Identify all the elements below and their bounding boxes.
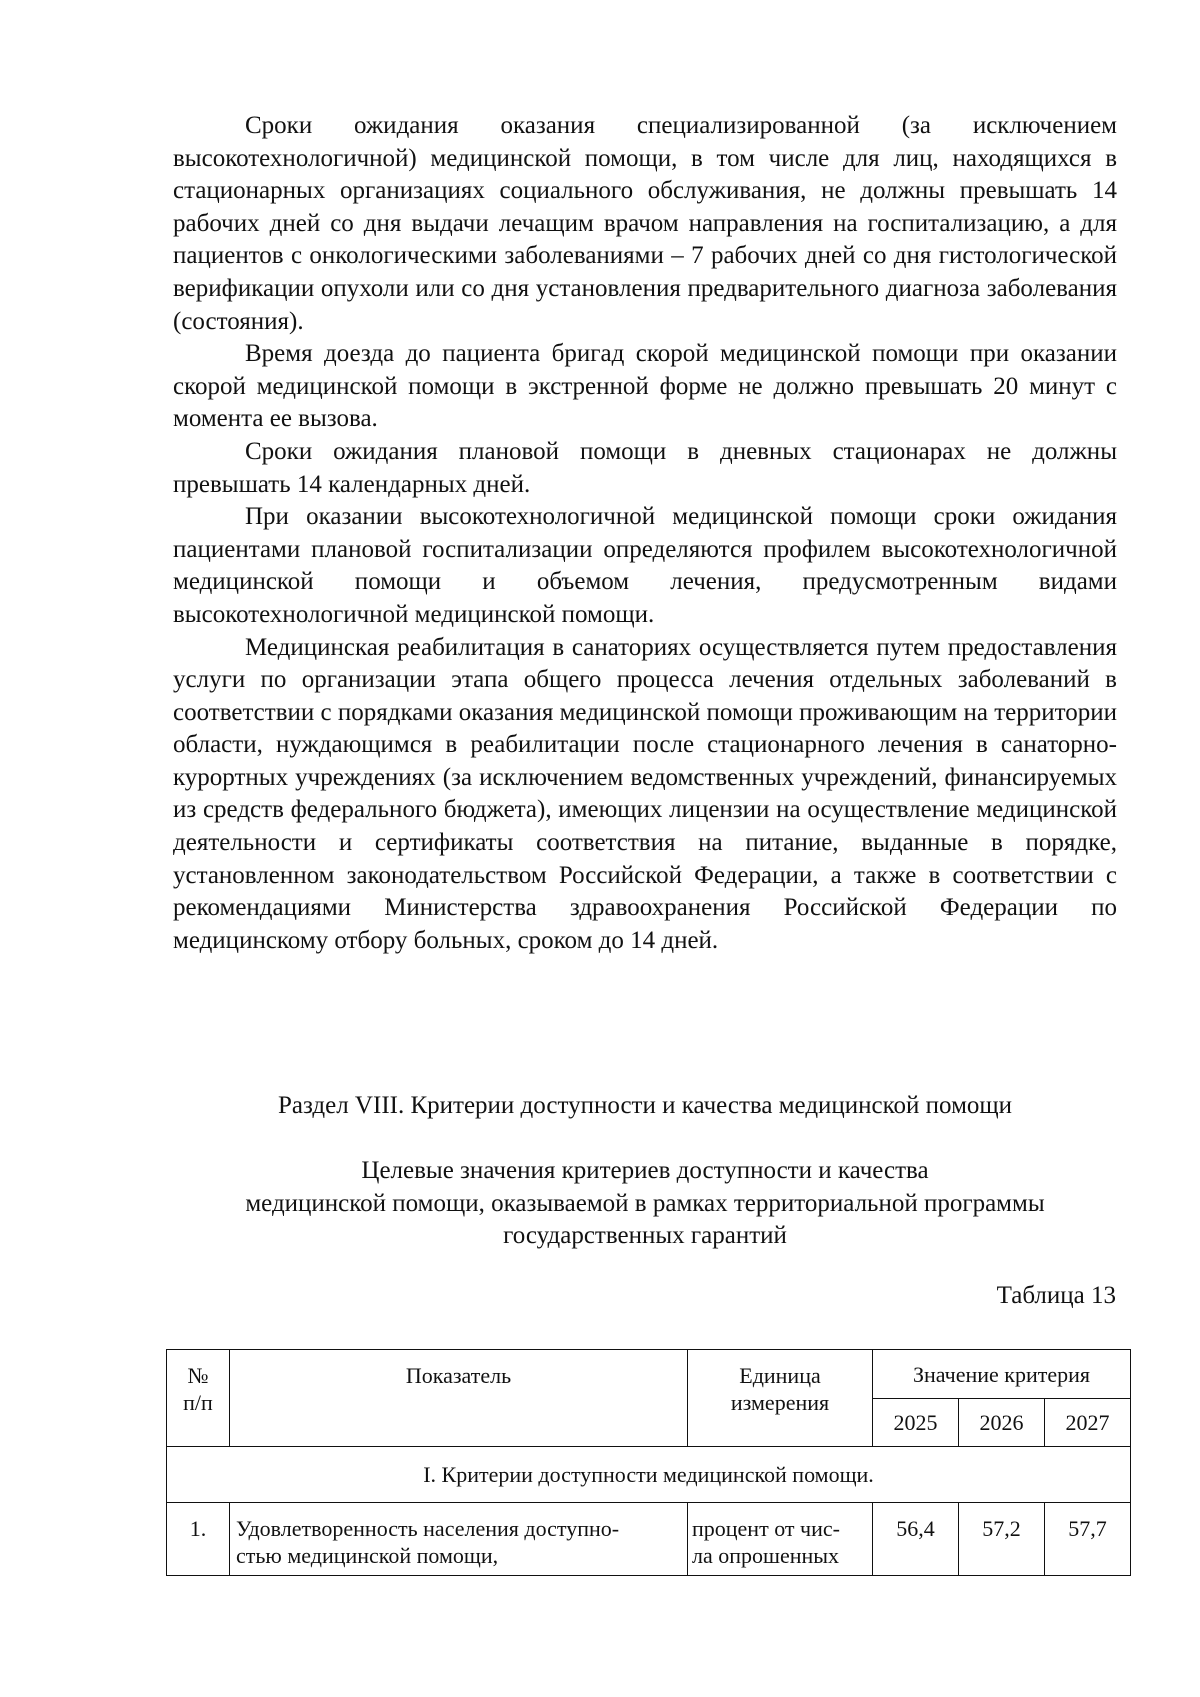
row-unit [688, 1503, 873, 1576]
row-unit-line: ла опрошенных [692, 1543, 840, 1568]
row-number: 1. [167, 1503, 230, 1576]
header-unit [688, 1350, 873, 1447]
row-value-2026: 57,2 [959, 1503, 1045, 1576]
table-section-title: I. Критерии доступности медицинской помощи. [167, 1447, 1131, 1503]
header-unit-line: Единица [739, 1363, 821, 1388]
header-indicator: Показатель [230, 1350, 688, 1447]
paragraph-high-tech: При оказании высокотехнологичной медицинской помощи сроки ожидания пациентами плановой госпитализации определяются профилем высокотехнологичной медицинской помощи и объемом лечения, предусмотренным видами высокотехнологичной медицинской помощи. [173, 503, 1117, 628]
header-year: 2025 [873, 1399, 959, 1447]
paragraph-rehabilitation: Медицинская реабилитация в санаториях осуществляется путем предоставления услуги по организации этапа общего процесса лечения отдельных заболеваний в соответствии с порядками оказания медицинской помощи проживающим на территории области, нуждающимся в реабилитации после стационарного лечения в санаторно-курортных учреждениях (за исключением ведомственных учреждений, финансируемых из средств федерального бюджета), имеющих лицензии на осуществление медицинской деятельности и сертификаты соответствия на питание, выданные в порядке, установленном законодательством Российской Федерации, а также в соответствии с рекомендациями Министерства здравоохранения Российской Федерации по медицинскому отбору больных, сроком до 14 дней. [173, 633, 1117, 954]
paragraph-ambulance-arrival: Время доезда до пациента бригад скорой медицинской помощи при оказании скорой медицинской помощи в экстренной форме не должно превышать 20 минут с момента ее вызова. [173, 340, 1117, 433]
row-indicator-line: Удовлетворенность населения доступно- [236, 1516, 620, 1541]
table-heading-line: Целевые значения критериев доступности и качества [361, 1157, 929, 1184]
header-year: 2027 [1045, 1399, 1131, 1447]
criteria-table [166, 1349, 1131, 1576]
row-unit-line: процент от чис- [692, 1516, 840, 1541]
row-value-2027: 57,7 [1045, 1503, 1131, 1576]
table-number-label: Таблица 13 [996, 1282, 1116, 1309]
table-heading [173, 1155, 1117, 1253]
header-number-line: № [187, 1363, 209, 1388]
row-indicator-line: стью медицинской помощи, [236, 1543, 499, 1568]
section-title: Раздел VIII. Критерии доступности и качества медицинской помощи [277, 1092, 1013, 1119]
table-row [167, 1503, 1131, 1576]
table-header-row [167, 1350, 1131, 1399]
table-section-row [167, 1447, 1131, 1503]
header-number-line: п/п [183, 1390, 213, 1415]
header-value-group: Значение критерия [873, 1350, 1131, 1399]
header-year: 2026 [959, 1399, 1045, 1447]
header-unit-line: измерения [730, 1390, 830, 1415]
paragraph-day-hospital: Сроки ожидания плановой помощи в дневных стационарах не должны превышать 14 календарных дней. [173, 437, 1117, 498]
table-heading-line: государственных гарантий [503, 1222, 787, 1249]
body-text [173, 110, 1117, 957]
paragraph-waiting-specialized: Сроки ожидания оказания специализированной (за исключением высокотехнологичной) медицинской помощи, в том числе для лиц, находящихся в стационарных организациях социального обслуживания, не должны превышать 14 рабочих дней со дня выдачи лечащим врачом направления на госпитализацию, а для пациентов с онкологическими заболеваниями – 7 рабочих дней со дня гистологической верификации опухоли или со дня установления предварительного диагноза заболевания (состояния). [173, 112, 1117, 335]
header-number [167, 1350, 230, 1447]
table-heading-line: медицинской помощи, оказываемой в рамках территориальной программы [245, 1189, 1045, 1217]
row-value-2025: 56,4 [873, 1503, 959, 1576]
row-indicator [230, 1503, 688, 1576]
